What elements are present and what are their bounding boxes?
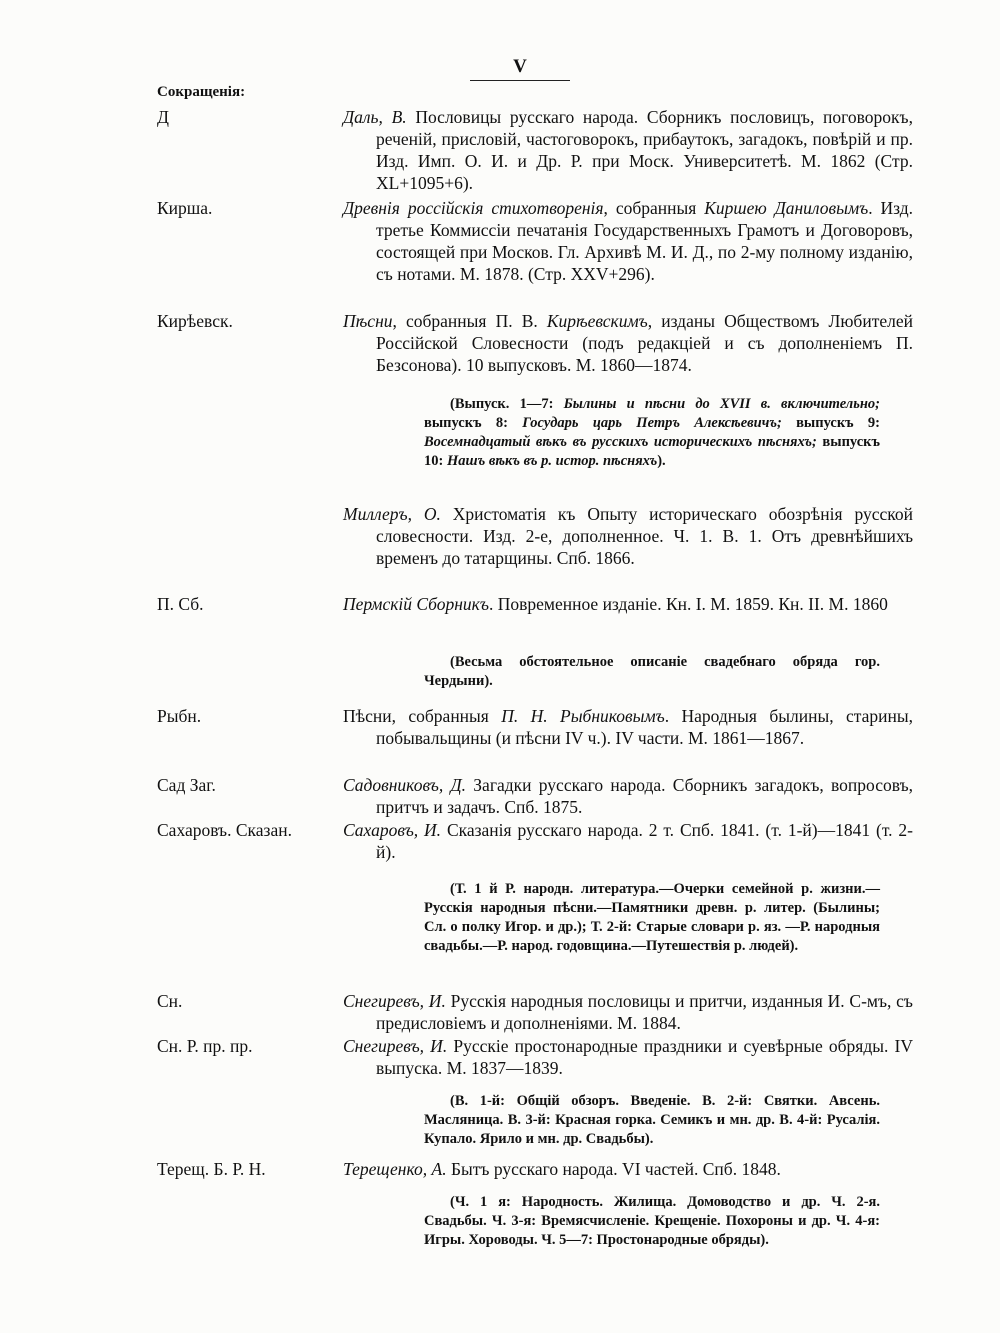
entry-text (343, 990, 913, 1034)
entry-abbreviation: Сад Заг. (157, 775, 216, 795)
entry-description: . Повременное изданіе. Кн. I. М. 1859. Кн. II. М. 1860 (488, 594, 888, 614)
entry-abbreviation: Терещ. Б. Р. Н. (157, 1159, 266, 1179)
entry-text (343, 774, 913, 818)
entry-author: П. Н. Рыбниковымъ (501, 706, 665, 726)
entry-author: Терещенко, А. (343, 1159, 447, 1179)
entry-text (343, 1158, 913, 1180)
entry-description: Сказанія русскаго народа. 2 т. Спб. 1841. (т. 1-й)—1841 (т. 2-й). (376, 820, 913, 862)
entry-description: Загадки русскаго народа. Сборникъ загадокъ, вопросовъ, притчъ и задачъ. Спб. 1875. (376, 775, 913, 817)
entry-author: Кирѣевскимъ (546, 311, 648, 331)
entry-abbreviation: Сахаровъ. Сказан. (157, 820, 292, 840)
entry-text: Пѣсни, собранныя П. В. Кирѣевскимъ, изданы Обществомъ Любителей Россійской Словесности (подъ редакціей и съ дополненіемъ П. Безсонова). 10 выпусковъ. М. 1860—1874. (343, 311, 913, 375)
entry-author: Снегиревъ, И. (343, 1036, 448, 1056)
entry-author: Садовниковъ, Д. (343, 775, 467, 795)
abbreviations-heading: Сокращенія: (157, 84, 246, 100)
entry-description: Христоматія къ Опыту историческаго обозрѣнія русской словесности. Изд. 2-е, дополненное. Ч. 1. В. 1. Отъ древнѣйшихъ временъ до татарщины. Спб. 1866. (376, 504, 913, 568)
entry-abbreviation: Сн. (157, 991, 183, 1011)
entry-text: Пѣсни, собранныя П. Н. Рыбниковымъ. Народныя былины, старины, побывальщины (и пѣсни IV ч.). IV части. М. 1861—1867. (343, 706, 913, 748)
entry-description: , изданы Обществомъ Любителей Россійской Словесности (подъ редакціей и съ дополненіемъ П. Безсонова). 10 выпусковъ. М. 1860—1874. (376, 311, 913, 375)
entry-description: Русскіе простонародные праздники и суевѣрные обряды. IV выпуска. М. 1837—1839. (376, 1036, 913, 1078)
entry-author: Снегиревъ, И. (343, 991, 446, 1011)
entry-text (343, 1035, 913, 1079)
entry-description: Бытъ русскаго народа. VI частей. Спб. 1848. (446, 1159, 781, 1179)
entry-title: Пѣсни (343, 311, 393, 331)
entry-author: Даль, В. (343, 107, 407, 127)
entry-note: (Выпуск. 1—7: Былины и пѣсни до XVII в. включительно; выпускъ 8: Государь царь Петръ Алексѣевичъ; выпускъ 9: Восемнадцатый вѣкъ въ русскихъ историческихъ пѣсняхъ; выпускъ 10: Нашъ вѣкъ въ р. истор. пѣсняхъ). (424, 396, 881, 469)
entry-abbreviation: Кирша. (157, 198, 213, 218)
entry-note: (Весьма обстоятельное описаніе свадебнаго обряда гор. Чердыни). (424, 654, 880, 689)
entry-description: . Изд. третье Коммиссіи печатанія Государственныхъ Грамотъ и Договоровъ, состоящей при Москов. Гл. Архивѣ М. И. Д., по 2-му полному изданію, съ нотами. М. 1878. (Стр. XXV+296). (376, 198, 914, 284)
page-number: V (513, 56, 527, 77)
entry-description: Пословицы русскаго народа. Сборникъ пословицъ, поговорокъ, реченій, присловій, частоговорокъ, прибаутокъ, загадокъ, повѣрій и пр. Изд. Имп. О. И. и Др. Р. при Моск. Университетѣ. М. 1862 (Стр. XL+1095+6). (376, 107, 913, 193)
entry-author: Сахаровъ, И. (343, 820, 442, 840)
entry-note: (Ч. 1 я: Народность. Жилища. Домоводство и др. Ч. 2-я. Свадьбы. Ч. 3-я: Времясчисленіе. Крещеніе. Похороны и др. Ч. 4-я: Игры. Хороводы. Ч. 5—7: Простонародные обряды). (424, 1194, 880, 1248)
entry-note: (Т. 1 й Р. народн. литература.—Очерки семейной р. жизни.—Русскія народныя пѣсни.—Памятники древн. р. литер. (Былины; Сл. о полку Игор. и др.); Т. 2-й: Старые словари р. яз. —Р. народныя свадьбы.—Р. народ. годовщина.—Путешествія р. людей). (424, 881, 880, 954)
entry-text (343, 503, 913, 569)
entry-abbreviation: Сн. Р. пр. пр. (157, 1036, 253, 1056)
entry-text (343, 819, 913, 863)
entry-author: Киршею Даниловымъ (704, 198, 869, 218)
entry-note: (В. 1-й: Общій обзоръ. Введеніе. В. 2-й: Святки. Авсень. Масляница. В. 3-й: Красная горка. Семикъ и мн. др. В. 4-й: Русалія. Купало. Ярило и мн. др. Свадьбы). (424, 1093, 880, 1147)
entry-title: Древнія россійскія стихотворенія (343, 198, 604, 218)
entry-abbreviation: Кирѣевск. (157, 311, 233, 331)
entry-author: Пермскій Сборникъ (343, 594, 489, 614)
entry-text (343, 106, 913, 194)
entry-description: . Народныя былины, старины, побывальщины (и пѣсни IV ч.). IV части. М. 1861—1867. (376, 706, 913, 748)
entry-text: Древнія россійскія стихотворенія, собранныя Киршею Даниловымъ. Изд. третье Коммиссіи печатанія Государственныхъ Грамотъ и Договоровъ, состоящей при Москов. Гл. Архивѣ М. И. Д., по 2-му полному изданію, съ нотами. М. 1878. (Стр. XXV+296). (343, 198, 914, 284)
entry-text (343, 593, 913, 615)
entry-abbreviation: Рыбн. (157, 706, 202, 726)
entry-author: Миллеръ, О. (343, 504, 441, 524)
entry-abbreviation: Д (157, 107, 169, 127)
entry-abbreviation: П. Сб. (157, 594, 204, 614)
entry-description: Русскія народныя пословицы и притчи, изданныя И. С-мъ, съ предисловіемъ и дополненіями. М. 1884. (376, 991, 913, 1033)
page-number-rule (470, 80, 570, 81)
